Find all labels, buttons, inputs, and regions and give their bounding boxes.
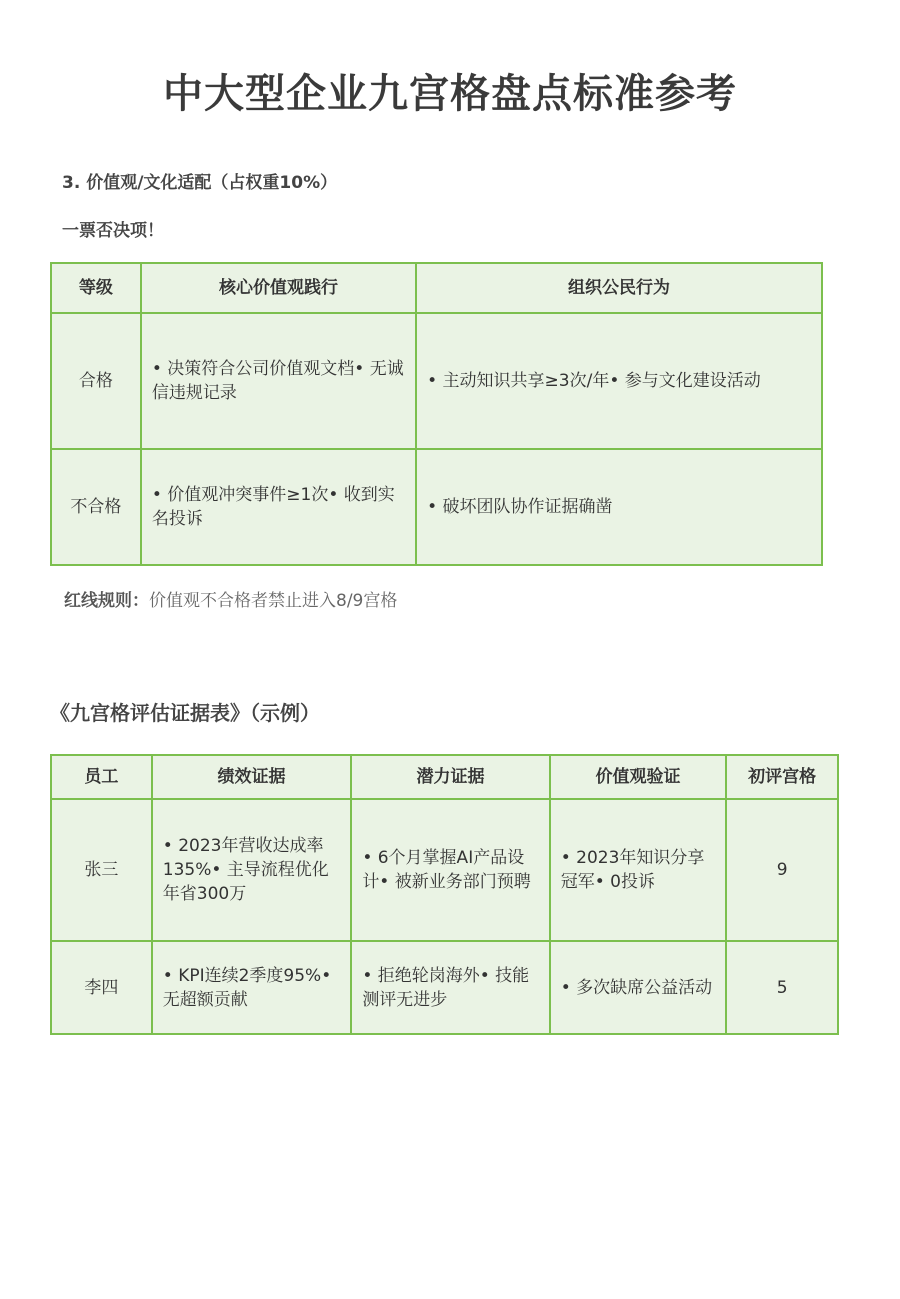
redline-rule xyxy=(64,586,397,611)
employee-cell: 李四 xyxy=(51,941,152,1034)
citizenship-cell: • 主动知识共享≥3次/年• 参与文化建设活动 xyxy=(416,313,822,449)
redline-text: 价值观不合格者禁止进入8/9宫格 xyxy=(149,591,398,611)
citizenship-cell: • 破坏团队协作证据确凿 xyxy=(416,449,822,565)
column-header-grid: 初评宫格 xyxy=(726,755,838,799)
redline-label: 红线规则： xyxy=(64,591,149,611)
column-header-core-values: 核心价值观践行 xyxy=(141,263,416,313)
core-values-cell: • 决策符合公司价值观文档• 无诚信违规记录 xyxy=(141,313,416,449)
table-row xyxy=(51,941,838,1034)
table-row xyxy=(51,449,822,565)
column-header-values: 价值观验证 xyxy=(550,755,727,799)
column-header-employee: 员工 xyxy=(51,755,152,799)
column-header-grade: 等级 xyxy=(51,263,141,313)
table-row xyxy=(51,799,838,941)
section-heading: 3. 价值观/文化适配（占权重10%） xyxy=(62,173,338,193)
values-cell: • 2023年知识分享冠军• 0投诉 xyxy=(550,799,727,941)
performance-cell: • 2023年营收达成率135%• 主导流程优化年省300万 xyxy=(152,799,352,941)
column-header-performance: 绩效证据 xyxy=(152,755,352,799)
values-table xyxy=(50,262,823,566)
employee-cell: 张三 xyxy=(51,799,152,941)
column-header-potential: 潜力证据 xyxy=(351,755,549,799)
table-header-row xyxy=(51,263,822,313)
column-header-citizenship: 组织公民行为 xyxy=(416,263,822,313)
evidence-table xyxy=(50,754,839,1035)
grade-cell: 合格 xyxy=(51,313,141,449)
page-title: 中大型企业九宫格盘点标准参考 xyxy=(163,71,737,117)
table-header-row xyxy=(51,755,838,799)
veto-note: 一票否决项！ xyxy=(62,221,164,241)
values-cell: • 多次缺席公益活动 xyxy=(550,941,727,1034)
grid-cell: 5 xyxy=(726,941,838,1034)
table-row xyxy=(51,313,822,449)
core-values-cell: • 价值观冲突事件≥1次• 收到实名投诉 xyxy=(141,449,416,565)
performance-cell: • KPI连续2季度95%• 无超额贡献 xyxy=(152,941,352,1034)
grade-cell: 不合格 xyxy=(51,449,141,565)
grid-cell: 9 xyxy=(726,799,838,941)
evidence-table-title: 《九宫格评估证据表》（示例） xyxy=(50,701,320,725)
potential-cell: • 6个月掌握AI产品设计• 被新业务部门预聘 xyxy=(351,799,549,941)
potential-cell: • 拒绝轮岗海外• 技能测评无进步 xyxy=(351,941,549,1034)
